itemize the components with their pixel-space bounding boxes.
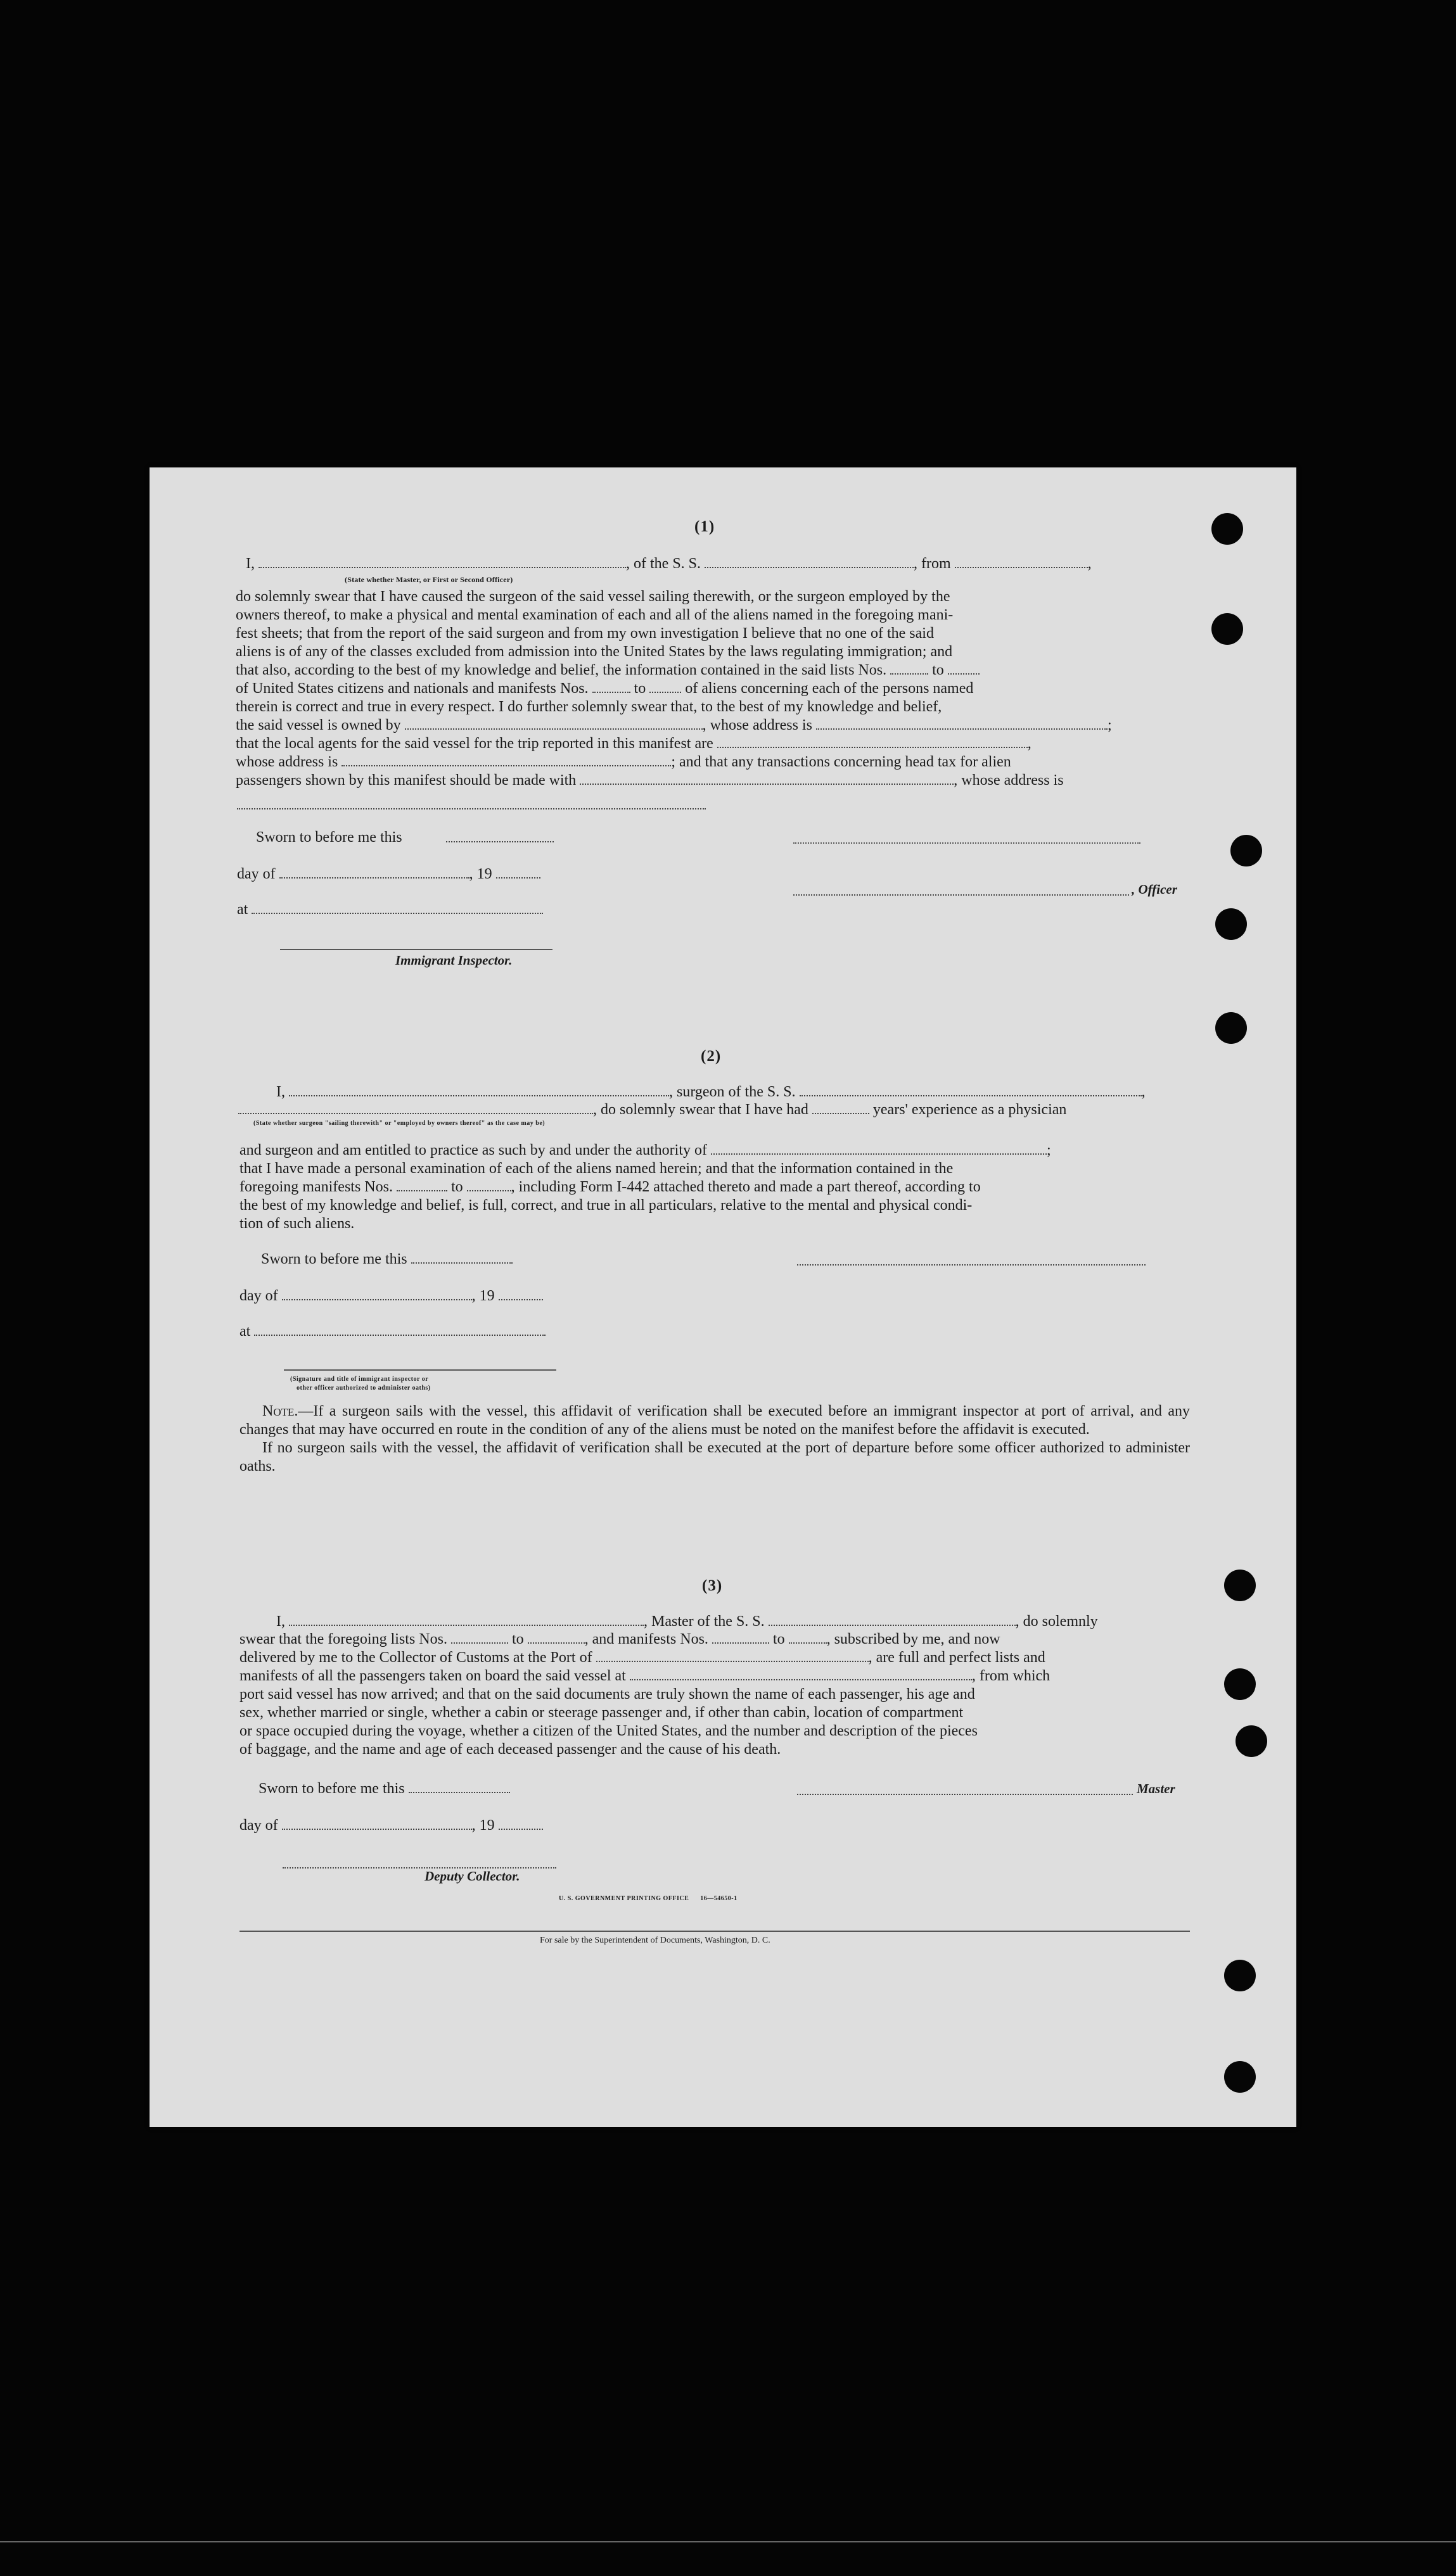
to-label: to xyxy=(932,662,944,678)
year-blank xyxy=(499,1817,543,1830)
note-block xyxy=(239,1402,1190,1476)
binder-hole xyxy=(1211,613,1243,645)
month-blank xyxy=(282,1817,472,1830)
blank xyxy=(451,1631,508,1644)
text: 16—54650-1 xyxy=(700,1895,738,1902)
note-label: Note. xyxy=(262,1403,298,1419)
binder-hole xyxy=(1224,2061,1256,2093)
sale-imprint: For sale by the Superintendent of Documents, Washington, D. C. xyxy=(540,1936,770,1945)
month-blank xyxy=(279,866,469,879)
text: , subscribed by me, and now xyxy=(826,1631,1000,1647)
to-label: to xyxy=(511,1631,524,1647)
signature-line xyxy=(797,1264,1146,1266)
address-blank xyxy=(342,754,671,766)
text-line: sex, whether married or single, whether a cabin or steerage passenger and, if other than cabin, location of compartment xyxy=(239,1704,964,1721)
date-blank xyxy=(409,1780,510,1793)
state-note: (State whether Master, or First or Second Officer) xyxy=(345,575,513,584)
binder-hole xyxy=(1224,1960,1256,1991)
sworn-label xyxy=(261,1250,513,1269)
section-1-line-1 xyxy=(246,555,1092,573)
text-line xyxy=(236,680,1192,698)
text: manifests of all the passengers taken on board the said vessel at xyxy=(239,1668,626,1684)
agents-blank xyxy=(717,735,1028,748)
text-line: the best of my knowledge and belief, is full, correct, and true in all particulars, relative to the mental and physical condi- xyxy=(239,1197,973,1214)
text-line xyxy=(239,1141,1190,1160)
text-line: that the local agents for the said vessel for the trip reported in this manifest are , xyxy=(236,735,1031,752)
text: foregoing manifests Nos. xyxy=(239,1179,393,1195)
note-paragraph xyxy=(239,1402,1190,1439)
blank xyxy=(592,680,630,693)
binder-hole xyxy=(1211,513,1243,545)
scan-edge-line xyxy=(0,2541,1456,2542)
section-2-body xyxy=(239,1141,1190,1233)
text: , 19 xyxy=(471,1288,495,1304)
signature-note: (Signature and title of immigrant inspector or xyxy=(290,1376,429,1383)
text-line: therein is correct and true in every respect. I do further solemnly swear that, to the best of my knowledge and belief, xyxy=(236,699,942,715)
binder-hole xyxy=(1230,835,1262,866)
text-line xyxy=(236,716,1192,735)
signature-note: other officer authorized to administer oaths) xyxy=(297,1385,431,1392)
text: day of xyxy=(239,1817,278,1834)
text-line: do solemnly swear that I have caused the surgeon of the said vessel sailing therewith, or the surgeon employed by the xyxy=(236,588,950,605)
text: at xyxy=(239,1323,251,1340)
text: , surgeon of the S. S. xyxy=(669,1084,796,1100)
text: , whose address is xyxy=(702,717,812,733)
text: passengers shown by this manifest should be made with xyxy=(236,772,577,789)
text-line: fest sheets; that from the report of the said surgeon and from my own investigation I believe that no one of the said xyxy=(236,625,934,642)
text: day of xyxy=(237,866,276,882)
blank xyxy=(397,1179,447,1191)
inspector-label: Immigrant Inspector. xyxy=(395,953,513,968)
text-line: or space occupied during the voyage, whether a citizen of the United States, and the number and description of the pieces xyxy=(239,1723,978,1739)
name-blank xyxy=(259,555,626,568)
text: ; and that any transactions concerning head tax for alien xyxy=(671,754,1011,770)
text-line: that I have made a personal examination of each of the aliens named herein; and that the information contained in the xyxy=(239,1160,954,1177)
sworn-label: Sworn to before me this xyxy=(256,829,402,846)
text: , 19 xyxy=(471,1817,495,1834)
signature-line xyxy=(284,1369,556,1371)
text: , and manifests Nos. xyxy=(584,1631,708,1647)
master-label: Master xyxy=(1137,1781,1175,1796)
binder-hole xyxy=(1224,1668,1256,1700)
text-line: aliens is of any of the classes excluded from admission into the United States by the laws regulating immigration; and xyxy=(236,644,953,660)
comma: , xyxy=(1087,555,1092,572)
i-label: I, xyxy=(246,555,255,572)
text: , 19 xyxy=(469,866,492,882)
section-2-number: (2) xyxy=(701,1048,722,1065)
blank xyxy=(789,1631,827,1644)
section-1-number: (1) xyxy=(694,518,715,535)
text: , xyxy=(1141,1084,1146,1100)
date-blank xyxy=(411,1251,513,1264)
text: , do solemnly xyxy=(1015,1613,1098,1630)
binder-hole xyxy=(1224,1570,1256,1601)
day-of-label xyxy=(239,1287,543,1305)
owner-blank xyxy=(405,717,703,730)
text-line xyxy=(236,661,1192,680)
text-line xyxy=(239,1630,1190,1649)
text: that the local agents for the said vessel for the trip reported in this manifest are xyxy=(236,735,713,752)
blank xyxy=(948,662,980,675)
name-blank xyxy=(289,1084,669,1096)
inspector-line xyxy=(280,949,552,950)
text: years' experience as a physician xyxy=(872,1101,1067,1118)
signature-line xyxy=(793,842,1140,844)
text: Sworn to before me this xyxy=(261,1251,407,1267)
section-3-line-1 xyxy=(276,1613,1098,1631)
to-label: to xyxy=(772,1631,785,1647)
officer-label: , Officer xyxy=(1132,882,1177,897)
officer-line xyxy=(793,894,1129,896)
manifest-verification-form xyxy=(150,467,1296,2127)
text-line xyxy=(239,1649,1190,1667)
section-3-number: (3) xyxy=(702,1577,723,1594)
text: swear that the foregoing lists Nos. xyxy=(239,1631,447,1647)
text-line xyxy=(236,753,1192,771)
vessel-blank xyxy=(705,555,914,568)
text: , are full and perfect lists and xyxy=(868,1649,1045,1666)
text: Sworn to before me this xyxy=(259,1780,405,1797)
section-2-line-1 xyxy=(276,1083,1146,1101)
address-blank xyxy=(237,808,706,809)
text: , from which xyxy=(971,1668,1050,1684)
text-line xyxy=(236,771,1192,790)
section-3-body xyxy=(239,1630,1190,1759)
binder-hole xyxy=(1215,908,1247,940)
text: , including Form I-442 attached thereto and made a part thereof, according to xyxy=(511,1179,981,1195)
years-blank xyxy=(812,1101,869,1114)
port-blank xyxy=(596,1649,869,1662)
day-of-label xyxy=(237,865,540,884)
to-label: to xyxy=(634,680,646,697)
vessel-blank xyxy=(769,1613,1016,1626)
gpo-imprint xyxy=(559,1895,738,1902)
month-blank xyxy=(282,1288,472,1300)
section-1-body xyxy=(236,588,1192,790)
blank xyxy=(649,680,681,693)
blank xyxy=(467,1179,511,1191)
footer-rule xyxy=(239,1931,1190,1932)
text: , do solemnly swear that I have had xyxy=(593,1101,808,1118)
state-note: (State whether surgeon "sailing therewith" or "employed by owners thereof" as the case may be) xyxy=(253,1120,546,1127)
to-label: to xyxy=(450,1179,463,1195)
deputy-collector-label: Deputy Collector. xyxy=(425,1869,520,1884)
section-2-line-2 xyxy=(238,1101,1066,1119)
text: —If a surgeon sails with the vessel, this affidavit of verification shall be executed before an immigrant inspector at port of arrival, and any changes that may have occurred en route in the condition of any of the aliens must be noted on the manifest before the affidavit is executed. xyxy=(239,1403,1190,1438)
i-label: I, xyxy=(276,1084,285,1100)
text: at xyxy=(237,901,248,918)
text-line: port said vessel has now arrived; and that on the said documents are truly shown the name of each passenger, his age and xyxy=(239,1686,975,1703)
of-ss-label: , of the S. S. xyxy=(626,555,701,572)
at-label xyxy=(237,901,543,919)
text-line: tion of such aliens. xyxy=(239,1215,355,1232)
master-line xyxy=(797,1794,1133,1795)
year-blank xyxy=(496,866,540,879)
binder-hole xyxy=(1215,1012,1247,1044)
text: ; xyxy=(1047,1142,1051,1158)
text-line: of baggage, and the name and age of each deceased passenger and the cause of his death. xyxy=(239,1741,781,1758)
port-blank xyxy=(630,1668,972,1680)
text-line xyxy=(239,1178,1190,1196)
text-line: owners thereof, to make a physical and mental examination of each and all of the aliens named in the foregoing mani- xyxy=(236,607,954,623)
blank xyxy=(712,1631,769,1644)
name-blank xyxy=(580,772,954,785)
day-of-label xyxy=(239,1817,543,1835)
text-line xyxy=(239,1667,1190,1685)
text: U. S. GOVERNMENT PRINTING OFFICE xyxy=(559,1895,689,1902)
text: and surgeon and am entitled to practice as such by and under the authority of xyxy=(239,1142,707,1158)
at-label xyxy=(239,1323,546,1341)
name-blank xyxy=(289,1613,644,1626)
status-blank xyxy=(238,1101,593,1114)
binder-hole xyxy=(1236,1725,1267,1757)
place-blank xyxy=(254,1323,546,1336)
text: of United States citizens and nationals and manifests Nos. xyxy=(236,680,589,697)
authority-blank xyxy=(711,1142,1047,1155)
text: day of xyxy=(239,1288,278,1304)
text: of aliens concerning each of the persons named xyxy=(685,680,974,697)
text: that also, according to the best of my knowledge and belief, the information contained in the said lists Nos. xyxy=(236,662,887,678)
from-label: , from xyxy=(914,555,951,572)
year-blank xyxy=(499,1288,543,1300)
vessel-blank xyxy=(800,1084,1142,1096)
sworn-label xyxy=(259,1780,510,1798)
blank xyxy=(528,1631,585,1644)
i-label: I, xyxy=(276,1613,285,1630)
port-blank xyxy=(955,555,1088,568)
text: , Master of the S. S. xyxy=(644,1613,765,1630)
text: whose address is xyxy=(236,754,338,770)
date-blank xyxy=(446,841,554,842)
text: , whose address is xyxy=(954,772,1064,789)
note-paragraph: If no surgeon sails with the vessel, the affidavit of verification shall be executed at the port of departure before some officer authorized to administer oaths. xyxy=(239,1440,1190,1475)
place-blank xyxy=(252,901,543,914)
text: the said vessel is owned by xyxy=(236,717,401,733)
text: delivered by me to the Collector of Customs at the Port of xyxy=(239,1649,592,1666)
text: ; xyxy=(1107,717,1112,733)
blank xyxy=(890,662,928,675)
address-blank xyxy=(816,717,1108,730)
